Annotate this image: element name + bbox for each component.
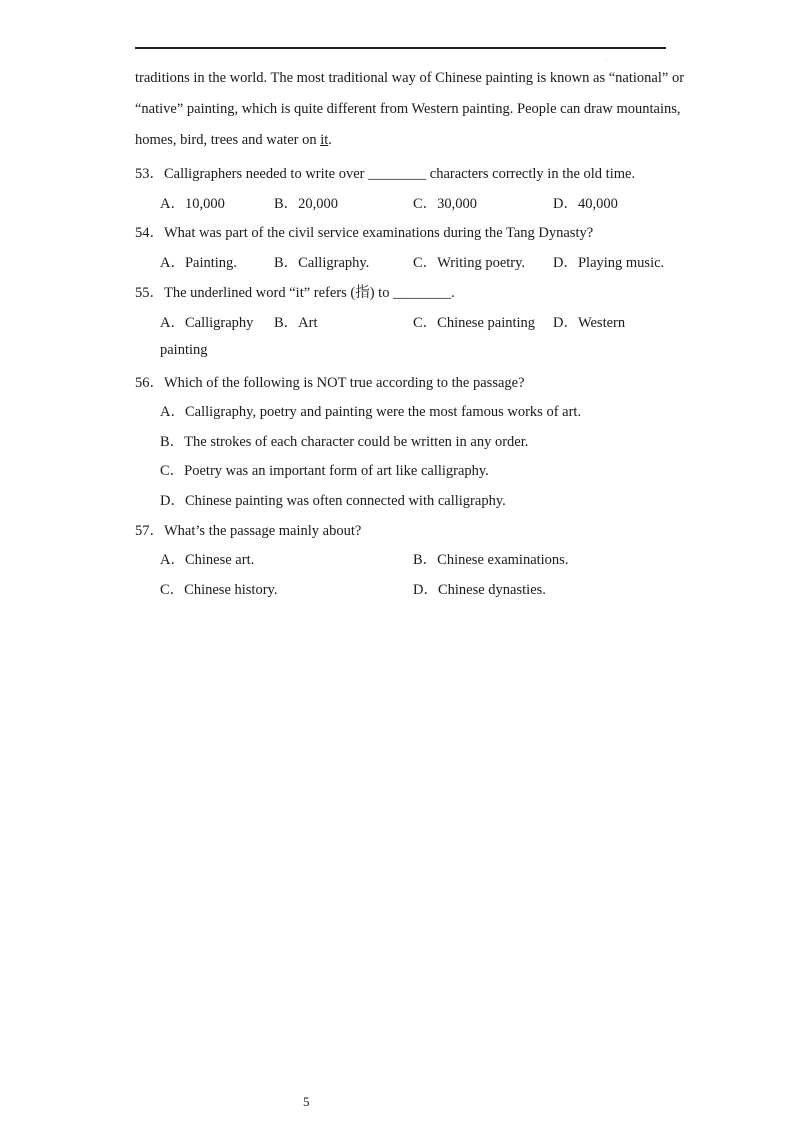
question-stem: 55．The underlined word “it” refers (指) to ________. <box>135 285 455 301</box>
option-b[interactable]: B．Chinese examinations. <box>413 552 569 568</box>
question-stem: 53．Calligraphers needed to write over ________ characters correctly in the old time. <box>135 166 636 182</box>
header-rule <box>135 47 666 49</box>
option-c[interactable]: C．Chinese history. <box>160 582 278 598</box>
option-b[interactable]: B．The strokes of each character could be written in any order. <box>160 434 529 450</box>
question-stem: 54．What was part of the civil service examinations during the Tang Dynasty? <box>135 225 594 241</box>
corner-mark: . <box>606 56 608 62</box>
question-stem: 57．What’s the passage mainly about? <box>135 523 362 539</box>
option-a[interactable]: A．Calligraphy, poetry and painting were the most famous works of art. <box>160 404 582 420</box>
option-c[interactable]: C．Poetry was an important form of art like calligraphy. <box>160 463 489 479</box>
option-a[interactable]: A．Calligraphy <box>160 315 254 331</box>
option-d[interactable]: D．40,000 <box>553 196 618 212</box>
option-d[interactable]: D．Playing music. <box>553 255 665 271</box>
option-a[interactable]: A．Painting. <box>160 255 237 271</box>
passage-text: . <box>328 132 332 148</box>
option-a[interactable]: A．10,000 <box>160 196 225 212</box>
passage-line: traditions in the world. The most traditional way of Chinese painting is known as “national” or <box>135 70 685 86</box>
passage-text: homes, bird, trees and water on <box>135 132 321 148</box>
passage-paragraph <box>135 63 685 156</box>
page-number: 5 <box>303 1094 310 1109</box>
question-stem: 56．Which of the following is NOT true according to the passage? <box>135 375 525 391</box>
option-b[interactable]: B．Calligraphy. <box>274 255 370 271</box>
option-a[interactable]: A．Chinese art. <box>160 552 255 568</box>
option-d-continuation: painting <box>160 342 208 358</box>
option-c[interactable]: C．Chinese painting <box>413 315 536 331</box>
option-d[interactable]: D．Chinese painting was often connected with calligraphy. <box>160 493 506 509</box>
option-c[interactable]: C．Writing poetry. <box>413 255 526 271</box>
underlined-word: it <box>320 132 329 148</box>
option-c[interactable]: C．30,000 <box>413 196 478 212</box>
option-d[interactable]: D．Chinese dynasties. <box>413 582 546 598</box>
option-b[interactable]: B．20,000 <box>274 196 339 212</box>
passage-line <box>135 125 666 156</box>
passage-line: “native” painting, which is quite different from Western painting. People can draw mountains, <box>135 101 681 117</box>
option-b[interactable]: B．Art <box>274 315 318 331</box>
option-d[interactable]: D．Western <box>553 315 626 331</box>
